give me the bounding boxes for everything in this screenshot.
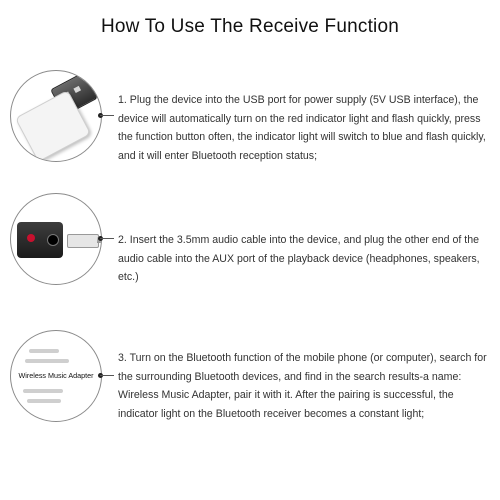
connector-line (100, 238, 114, 239)
audio-jack-icon (67, 234, 99, 248)
step-2-text: 2. Insert the 3.5mm audio cable into the device, and plug the other end of the audio cable into the AUX port of the playback device (headphones, speakers, etc.) (118, 234, 480, 283)
bluetooth-list-illustration (10, 330, 102, 422)
step-2 (0, 183, 500, 293)
device-name-label: Wireless Music Adapter (18, 371, 94, 380)
connector-line (100, 115, 114, 116)
step-1 (0, 52, 500, 162)
page-title: How To Use The Receive Function (100, 16, 400, 37)
step-3 (0, 324, 500, 434)
bluetooth-device-list (11, 331, 101, 421)
step-3-text: 3. Turn on the Bluetooth function of the mobile phone (or computer), search for the surrounding Bluetooth devices, and find in the search results-a name: Wireless Music Adapter, pair it with it. After the pairing is successful, the indicator light on the Bluetooth receiver becomes a constant light; (118, 352, 487, 420)
step-1-text: 1. Plug the device into the USB port for power supply (5V USB interface), the device will automatically turn on the red indicator light and flash quickly, press the function button often, the indicator light will switch to blue and flash quickly, and it will enter Bluetooth reception status; (118, 94, 486, 162)
adapter-icon (17, 222, 63, 258)
connector-line (100, 375, 114, 376)
indicator-light-icon (27, 234, 35, 242)
usb-dongle-illustration (10, 70, 102, 162)
audio-cable-illustration (10, 193, 102, 285)
aux-port-icon (47, 234, 59, 246)
